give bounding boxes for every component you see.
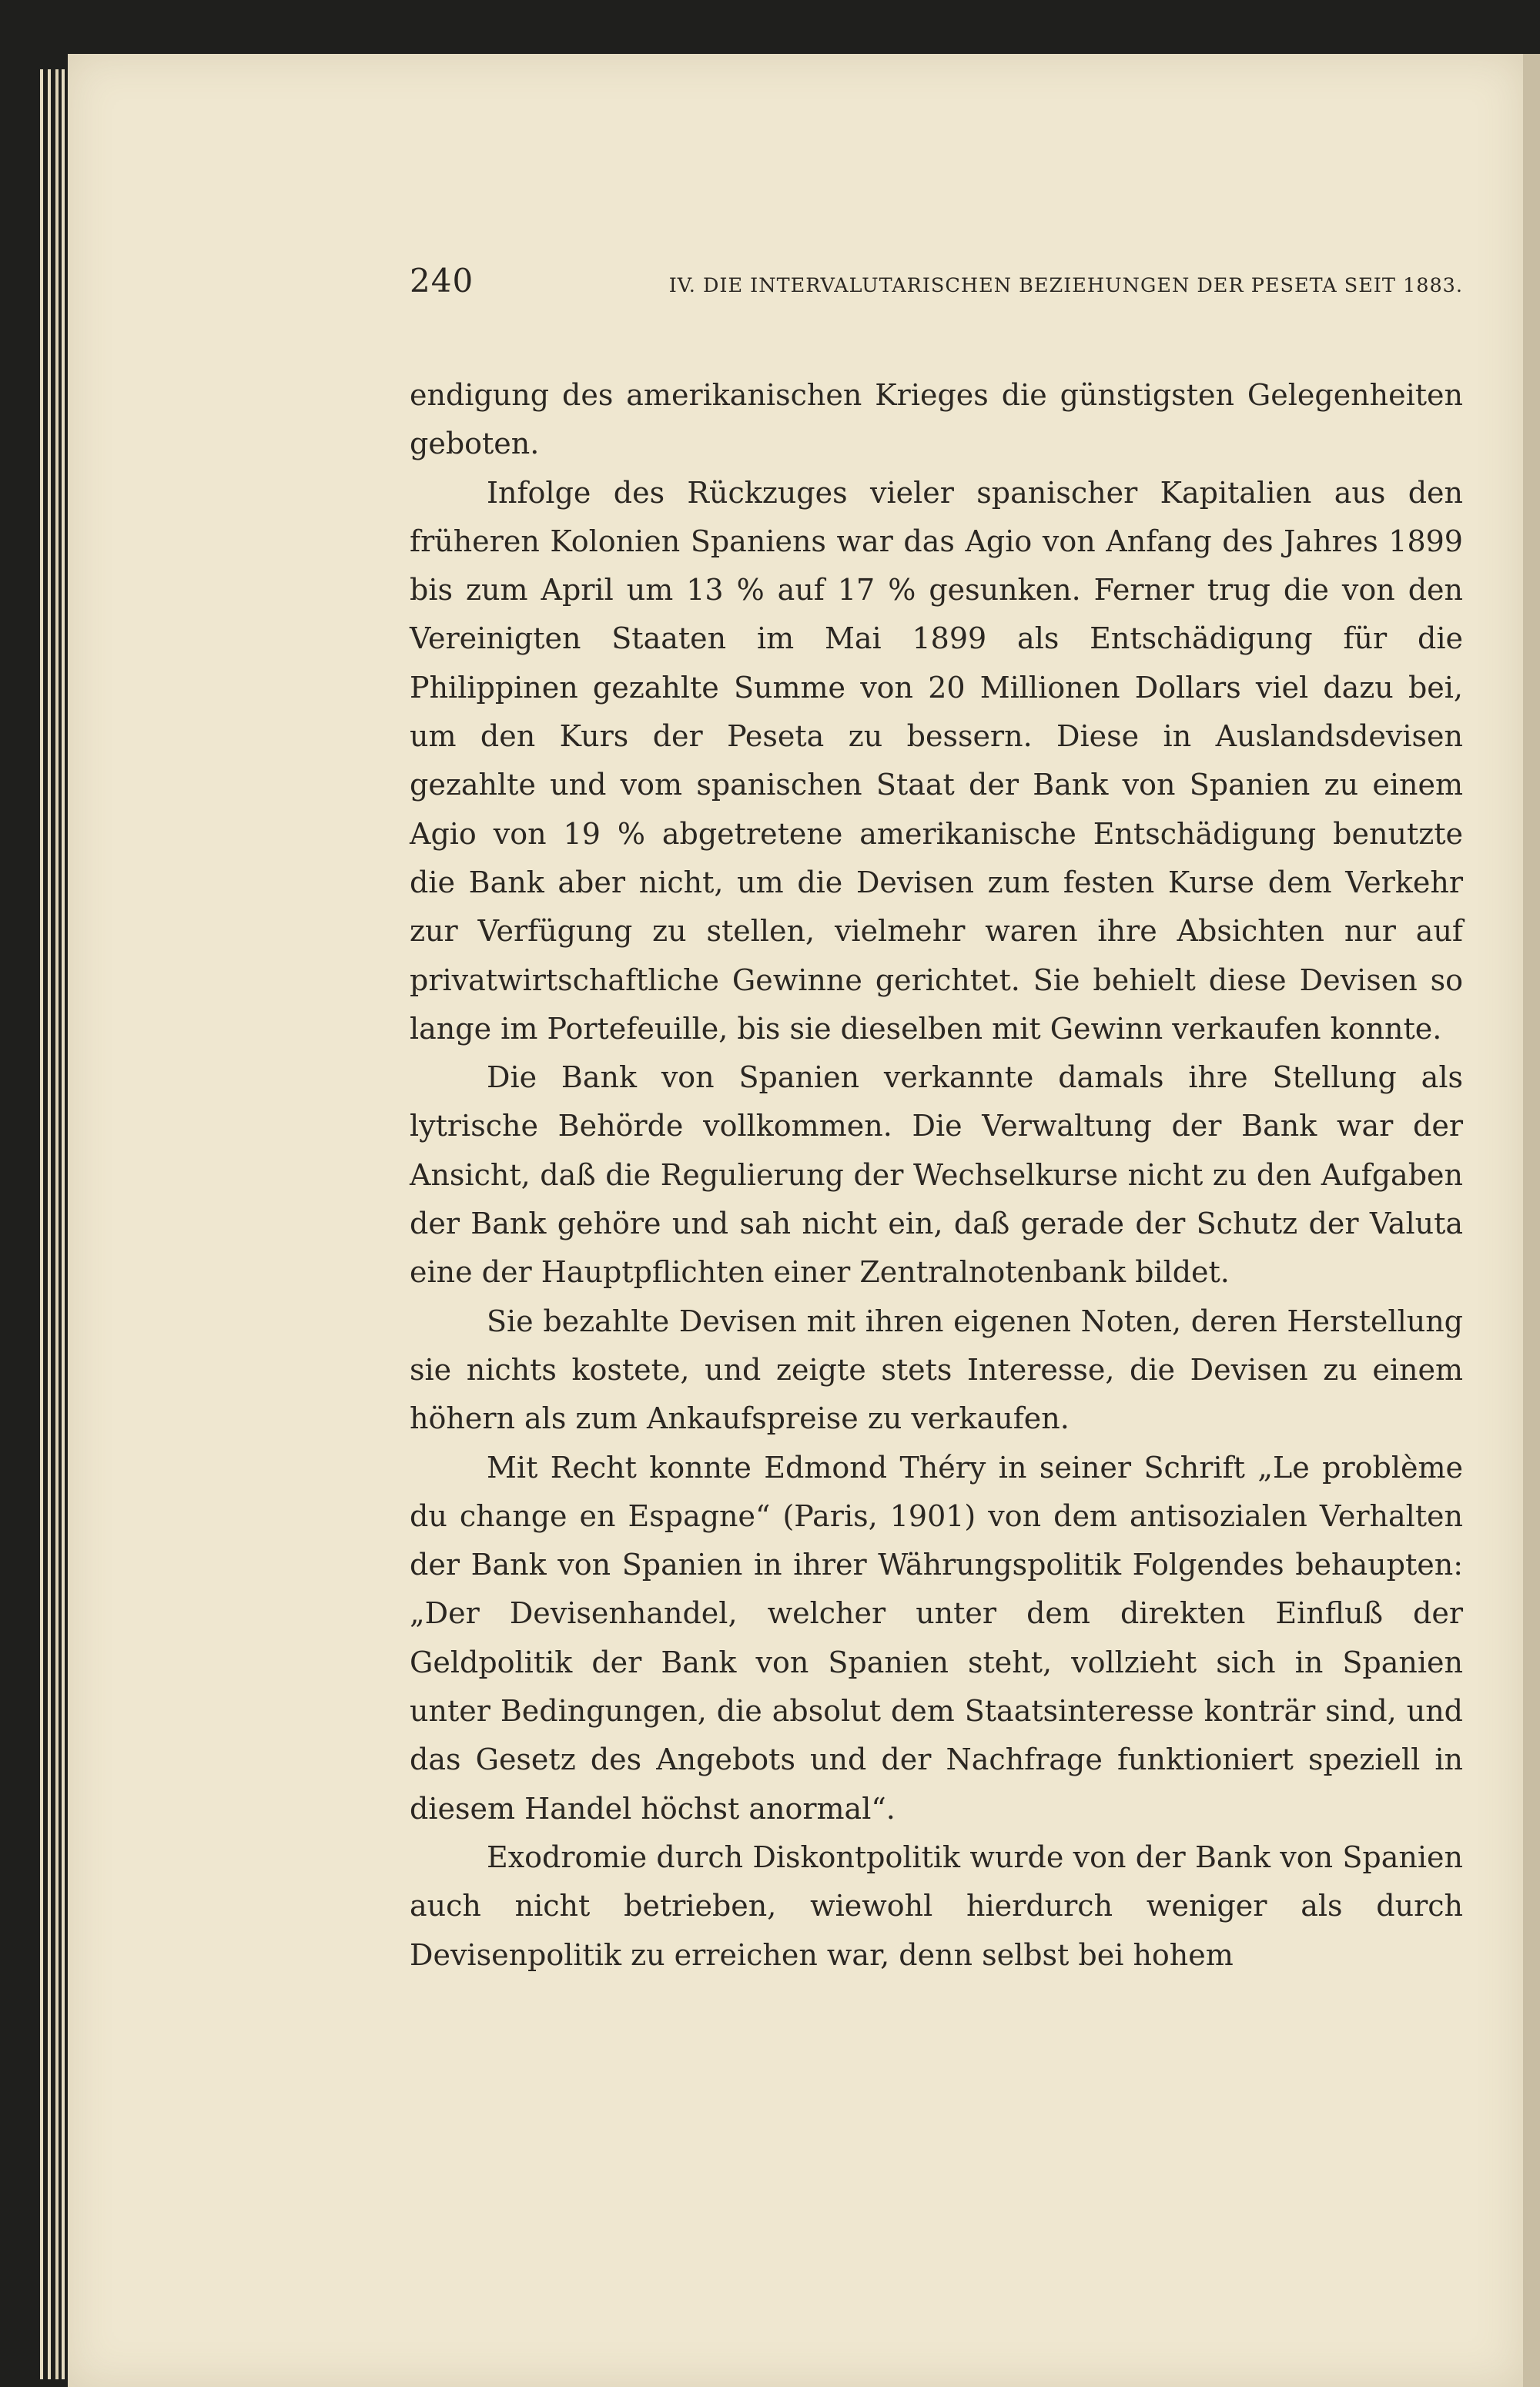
page-edge: [40, 69, 43, 2379]
paragraph: Infolge des Rückzuges vieler spanischer Kapitalien aus den früheren Kolonien Spaniens war das Agio von Anfang des Jahres 1899 bis zum April um 13 % auf 17 % gesunken. Ferner trug die von den Vereinigten Staaten im Mai 1899 als Entschädigung für die Philippinen gezahlte Summe von 20 Millionen Dollars viel dazu bei, um den Kurs der Peseta zu bessern. Diese in Auslandsdevisen gezahlte und vom spanischen Staat der Bank von Spanien zu einem Agio von 19 % abgetretene amerikanische Entschädigung benutzte die Bank aber nicht, um die Devisen zum festen Kurse dem Verkehr zur Verfügung zu stellen, vielmehr waren ihre Absichten nur auf privatwirtschaftliche Gewinne gerichtet. Sie behielt diese Devisen so lange im Portefeuille, bis sie dieselben mit Gewinn verkaufen konnte.: [410, 475, 1463, 1046]
paragraph: Sie bezahlte Devisen mit ihren eigenen Noten, deren Herstellung sie nichts kostete, und zeigte stets Interesse, die Devisen zu einem höhern als zum Ankaufspreise zu verkaufen.: [410, 1304, 1463, 1436]
paragraph: Mit Recht konnte Edmond Théry in seiner Schrift „Le problème du change en Espagne“ (Paris, 1901) von dem antisozialen Verhalten der Bank von Spanien in ihrer Währungspolitik Folgendes behaupten: „Der Devisenhandel, welcher unter dem direkten Einfluß der Geldpolitik der Bank von Spanien steht, vollzieht sich in Spanien unter Bedingungen, die absolut dem Staatsinteresse konträr sind, und das Gesetz des Angebots und der Nachfrage funktioniert speziell in diesem Handel höchst anormal“.: [410, 1450, 1463, 1826]
page-edge: [55, 69, 59, 2379]
body-text: [410, 371, 1463, 1980]
page-edge: [48, 69, 51, 2379]
paragraph: Die Bank von Spanien verkannte damals ihre Stellung als lytrische Behörde vollkommen. Die Verwaltung der Bank war der Ansicht, daß die Regulierung der Wechselkurse nicht zu den Aufgaben der Bank gehöre und sah nicht ein, daß gerade der Schutz der Valuta eine der Hauptpflichten einer Zentralnotenbank bildet.: [410, 1060, 1463, 1290]
page-edge: [62, 69, 65, 2379]
page-number: 240: [410, 262, 474, 300]
paragraph: Exodromie durch Diskontpolitik wurde von der Bank von Spanien auch nicht betrieben, wiewohl hierdurch weniger als durch Devisenpolitik zu erreichen war, denn selbst bei hohem: [410, 1840, 1463, 1972]
running-head: [410, 262, 1463, 317]
paragraph: endigung des amerikanischen Krieges die günstigsten Gelegenheiten geboten.: [410, 378, 1463, 461]
running-title: IV. DIE INTERVALUTARISCHEN BEZIEHUNGEN DER PESETA SEIT 1883.: [668, 274, 1463, 297]
binding-shadow: [1523, 54, 1540, 2387]
text-block: [410, 262, 1463, 1980]
